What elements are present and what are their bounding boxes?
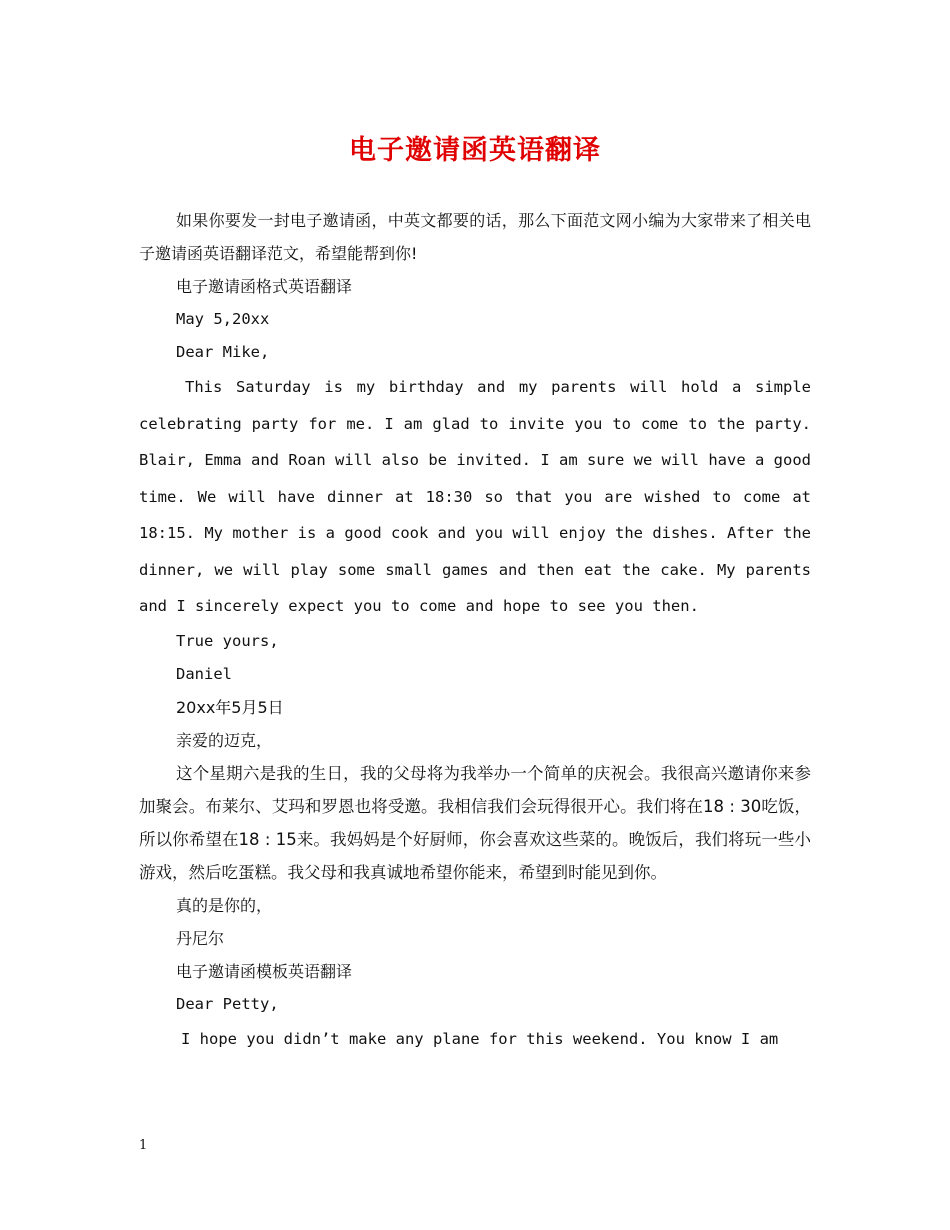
document-body [139,204,811,1057]
letter-date: May 5,20xx [176,310,270,328]
intro-paragraph: 如果你要发一封电子邀请函，中英文都要的话，那么下面范文网小编为大家带来了相关电子邀请函英语翻译范文，希望能帮到你! [139,211,811,263]
letter-body-en: This Saturday is my birthday and my parents will hold a simple celebrating party for me. I am glad to invite you to come to the party. Blair, Emma and Roan will also be invited. I am sure we will have a good time. We will have dinner at 18:30 so that you are wished to come at 18:15. My mother is a good cook and you will enjoy the dishes. After the dinner, we will play some small games and then eat the cake. My parents and I sincerely expect you to come and hope to see you then. [139,378,811,615]
section-heading-template: 电子邀请函模板英语翻译 [176,961,353,981]
letter2-body-en: I hope you didn’t make any plane for this weekend. You know I am [181,1029,779,1048]
letter-salutation-cn: 亲爱的迈克， [176,730,273,750]
letter-salutation: Dear Mike, [176,343,270,361]
page-number: 1 [139,1138,148,1153]
letter2-salutation: Dear Petty, [176,994,279,1013]
letter-signature: Daniel [176,664,232,683]
letter-date-cn: 20xx年5月5日 [176,697,284,717]
letter-body-cn: 这个星期六是我的生日，我的父母将为我举办一个简单的庆祝会。我很高兴邀请你来参加聚会。布莱尔、艾玛和罗恩也将受邀。我相信我们会玩得很开心。我们将在18 : 30吃饭，所以你希望在18 : 15来。我妈妈是个好厨师，你会喜欢这些菜的。晚饭后，我们将玩一些小游戏，然后吃蛋糕。我父母和我真诚地希望你能来，希望到时能见到你。 [139,763,811,882]
letter-signature-cn: 丹尼尔 [176,928,225,948]
page-title: 电子邀请函英语翻译 [349,135,601,166]
letter-closing: True yours, [176,631,279,650]
section-heading-format: 电子邀请函格式英语翻译 [176,277,353,296]
letter-closing-cn: 真的是你的， [176,895,273,915]
